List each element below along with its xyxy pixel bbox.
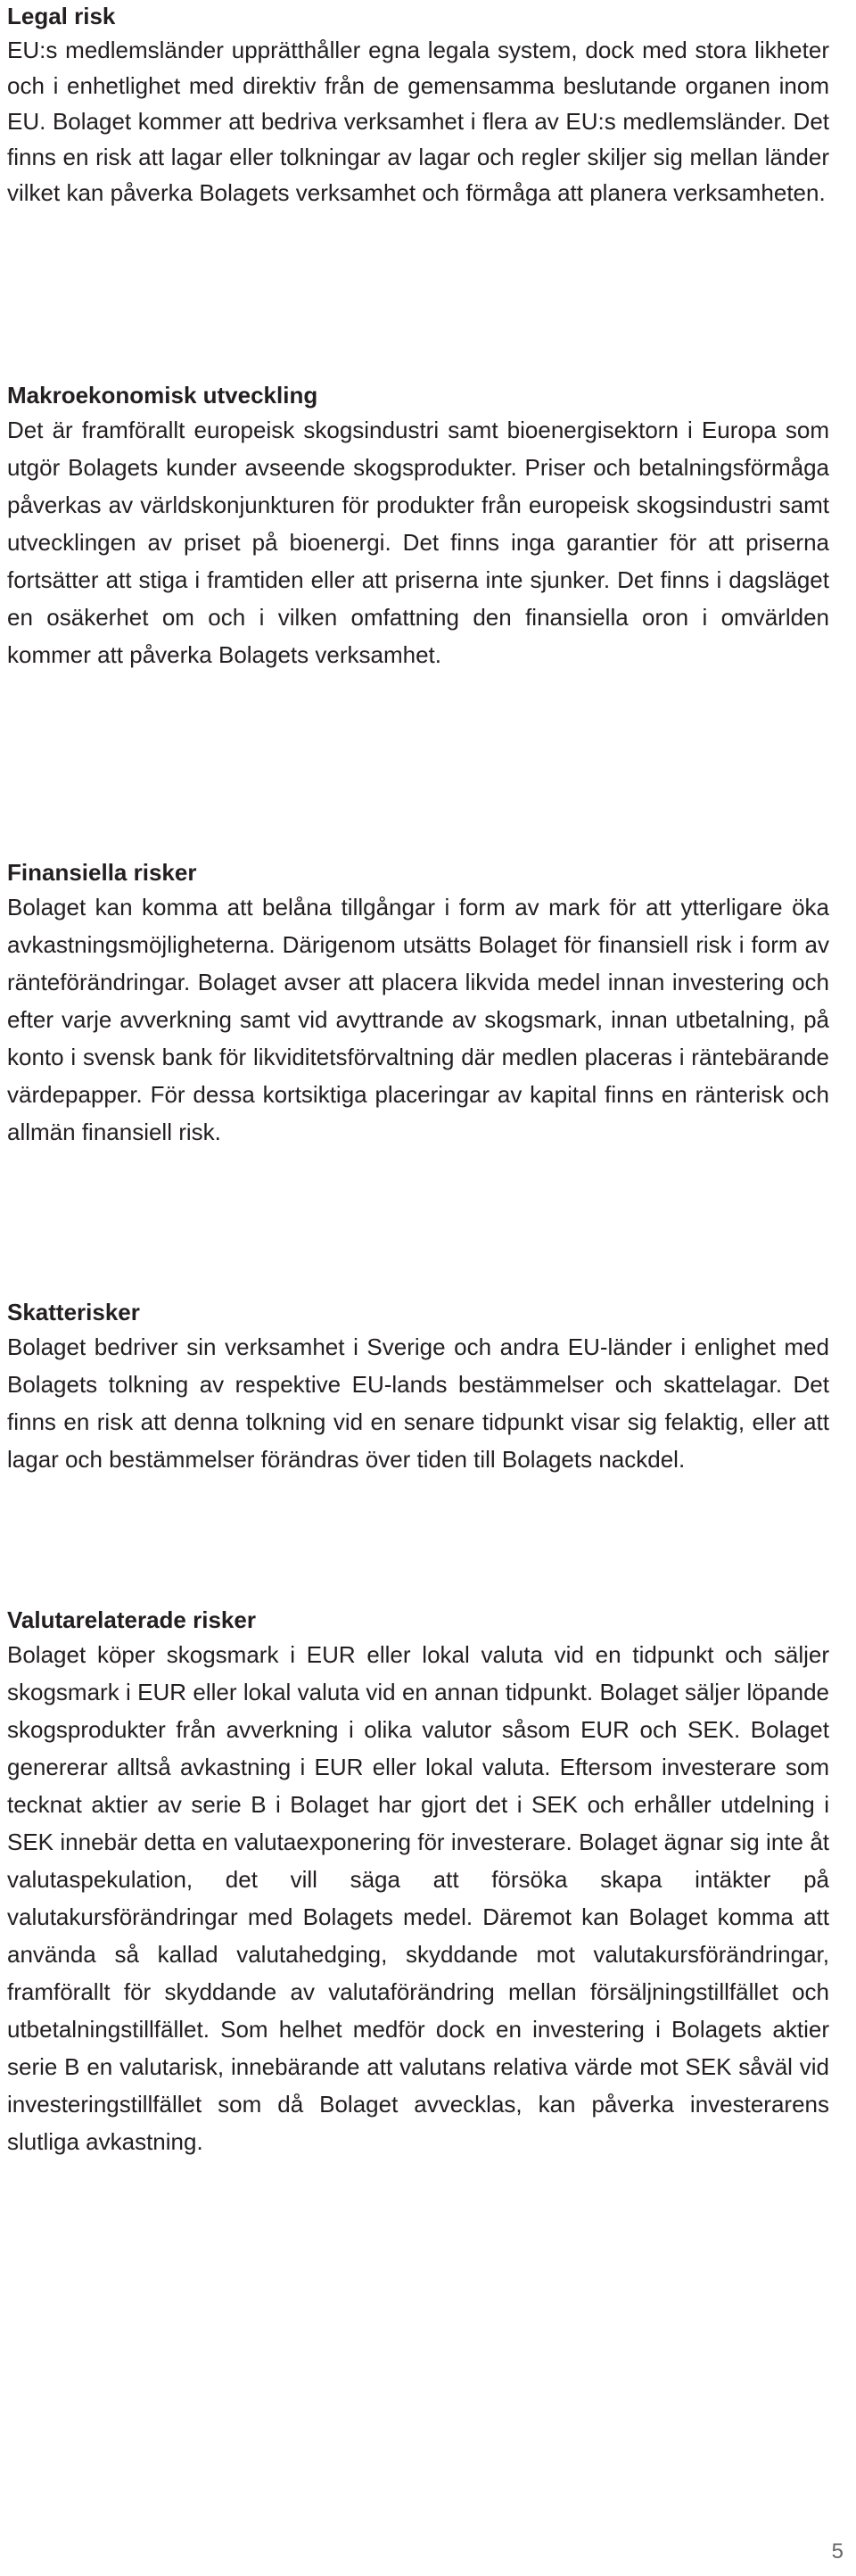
- page-number: 5: [831, 2539, 844, 2564]
- section-heading: Valutarelaterade risker: [7, 1606, 256, 1633]
- section-legal-risk: [7, 0, 829, 211]
- section-heading: Skatterisker: [7, 1299, 140, 1325]
- section-body: EU:s medlemsländer upprätthåller egna legala system, dock med stora likheter och i enhetlighet med direktiv från de gemensamma beslutande organen inom EU. Bolaget kommer att bedriva verksamhet i flera av EU:s medlemsländer. Det finns en risk att lagar eller tolkningar av lagar och regler skiljer sig mellan länder vilket kan påverka Bolagets verksamhet och förmåga att planera verksamheten.: [7, 37, 829, 206]
- section-macroeconomic-development: [7, 379, 829, 673]
- section-body: Bolaget kan komma att belåna tillgångar i form av mark för att ytterligare öka avkastningsmöjligheterna. Därigenom utsätts Bolaget för finansiell risk i form av ränteförändringar. Bolaget avser att placera likvida medel innan investering och efter varje avverkning samt vid avyttrande av skogsmark, innan utbetalning, på konto i svensk bank för likviditetsförvaltning där medlen placeras i räntebärande värdepapper. För dessa kortsiktiga placeringar av kapital finns en ränterisk och allmän finansiell risk.: [7, 894, 829, 1145]
- section-tax-risks: [7, 1296, 829, 1478]
- section-body: Det är framförallt europeisk skogsindustri samt bioenergisektorn i Europa som utgör Bolagets kunder avseende skogsprodukter. Priser och betalningsförmåga påverkas av världskonjunkturen för produkter från europeisk skogsindustri samt utvecklingen av priset på bioenergi. Det finns inga garantier för att priserna fortsätter att stiga i framtiden eller att priserna inte sjunker. Det finns i dagsläget en osäkerhet om och i vilken omfattning den finansiella oron i omvärlden kommer att påverka Bolagets verksamhet.: [7, 417, 829, 668]
- section-heading: Legal risk: [7, 3, 116, 29]
- section-heading: Finansiella risker: [7, 859, 197, 886]
- section-body: Bolaget bedriver sin verksamhet i Sverige och andra EU-länder i enlighet med Bolagets tolkning av respektive EU-lands bestämmelser och skattelagar. Det finns en risk att denna tolkning vid en senare tidpunkt visar sig felaktig, eller att lagar och bestämmelser förändras över tiden till Bolagets nackdel.: [7, 1333, 829, 1473]
- section-currency-risks: [7, 1604, 829, 2160]
- section-heading: Makroekonomisk utveckling: [7, 382, 318, 409]
- section-body: Bolaget köper skogsmark i EUR eller lokal valuta vid en tidpunkt och säljer skogsmark i EUR eller lokal valuta vid en annan tidpunkt. Bolaget säljer löpande skogsprodukter från avverkning i olika valutor såsom EUR och SEK. Bolaget genererar alltså avkastning i EUR eller lokal valuta. Eftersom investerare som tecknat aktier av serie B i Bolaget har gjort det i SEK och erhåller utdelning i SEK innebär detta en valutaexponering för investerare. Bolaget ägnar sig inte åt valutaspekulation, det vill säga att försöka skapa intäkter på valutakursförändringar med Bolagets medel. Däremot kan Bolaget komma att använda så kallad valutahedging, skyddande mot valutakursförändringar, framförallt för skyddande av valutaförändring mellan försäljningstillfället och utbetalningstillfället. Som helhet medför dock en investering i Bolagets aktier serie B en valutarisk, innebärande att valutans relativa värde mot SEK såväl vid investeringstillfället som då Bolaget avvecklas, kan påverka investerarens slutliga avkastning.: [7, 1641, 829, 2155]
- section-financial-risks: [7, 856, 829, 1151]
